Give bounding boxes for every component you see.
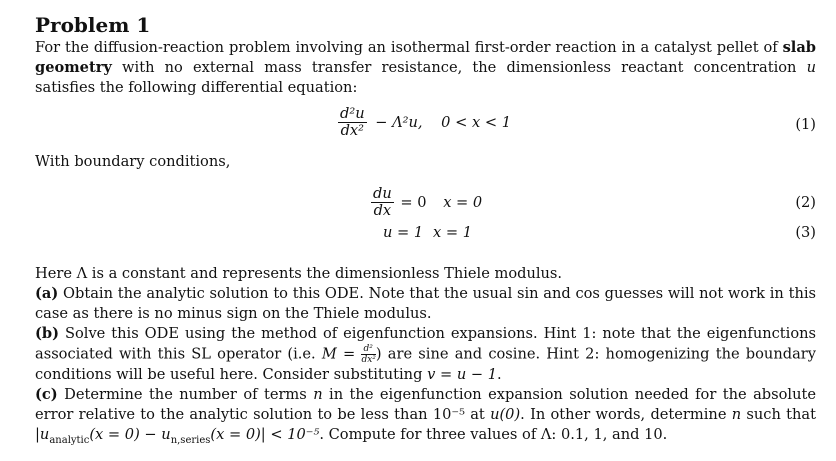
intro-paragraph	[35, 38, 816, 98]
part-c-text-6: . Compute for three values of Λ: 0.1, 1, and 10.	[319, 426, 668, 443]
part-c-ineq-3: (x = 0)| < 10⁻⁵	[210, 426, 320, 443]
part-b-text-2: ) are sine and cosine. Hint 2: homogenizing the boundary conditions will be useful here. Consider substituting	[35, 345, 816, 383]
intro-var-u: u	[806, 59, 816, 76]
part-a	[35, 284, 816, 324]
part-b	[35, 324, 816, 385]
eq3-location: x = 1	[433, 224, 473, 241]
intro-text-3: satisfies the following differential equation:	[35, 79, 358, 96]
part-c-text-2: in the eigenfunction expansion solution needed for the absolute error relative to the analytic solution to be less than	[35, 386, 816, 423]
eq2-numerator: du	[373, 185, 392, 202]
eq1-domain: 0 < x < 1	[441, 113, 511, 131]
equation-3	[35, 224, 816, 248]
part-b-text-1: Solve this ODE using the method of eigenfunction expansions. Hint 1: note that the eigenfunctions associated with this SL operator (i.e.	[35, 325, 816, 363]
eq2-denominator: dx	[373, 202, 392, 219]
part-c-sub-analytic: analytic	[49, 434, 90, 446]
eq1-numerator: d²u	[340, 105, 365, 122]
part-c-text-4: . In other words, determine	[520, 406, 732, 423]
part-b-label: (b)	[35, 325, 60, 342]
part-c-ineq-2: (x = 0) − u	[89, 426, 171, 443]
part-c-sub-series: n,series	[170, 434, 211, 446]
lambda-note: Here Λ is a constant and represents the dimensionless Thiele modulus.	[35, 265, 563, 282]
eq1-denominator: dx²	[340, 122, 365, 139]
eq2-location: x = 0	[443, 193, 483, 211]
part-c-var-n-2: n	[731, 406, 742, 423]
eq1-label: (1)	[795, 116, 816, 133]
part-c-text-1: Determine the number of terms	[57, 386, 314, 403]
eq2-condition: = 0	[400, 193, 427, 211]
eq1-rhs: − Λ²u,	[375, 113, 423, 131]
problem-page	[35, 12, 816, 451]
part-c-text-5: such that	[741, 406, 816, 423]
part-b-op-denominator: dx²	[361, 355, 376, 365]
part-b-operator-fraction	[361, 344, 375, 365]
part-c-ineq-1: |u	[35, 426, 50, 443]
part-b-text-3: .	[497, 366, 502, 383]
equation-1	[35, 102, 816, 150]
part-c	[35, 385, 816, 451]
part-a-label: (a)	[35, 285, 59, 302]
equation-2	[35, 184, 816, 226]
part-c-u0: u(0)	[490, 406, 521, 423]
intro-bold-slab: slab geometry	[35, 39, 816, 76]
part-c-label: (c)	[35, 386, 58, 403]
eq2-label: (2)	[795, 194, 816, 211]
intro-text-1: For the diffusion-reaction problem involving an isothermal first-order reaction in a catalyst pellet of	[35, 39, 783, 56]
eq3-lhs: u = 1	[383, 224, 424, 241]
eq2-fraction	[371, 186, 394, 219]
part-c-tolerance: 10⁻⁵	[432, 406, 465, 423]
part-b-op-numerator: d²	[361, 344, 375, 355]
part-a-text: Obtain the analytic solution to this ODE. Note that the usual sin and cos guesses will not work in this case as there is no minus sign on the Thiele modulus.	[35, 285, 816, 322]
problem-title: Problem 1	[35, 13, 151, 37]
intro-text-2: with no external mass transfer resistance, the dimensionless reactant concentration	[111, 59, 807, 76]
part-b-substitution: v = u − 1	[427, 366, 498, 383]
part-c-var-n: n	[313, 386, 323, 403]
part-c-text-3: at	[464, 406, 491, 423]
part-b-operator-m: M =	[321, 345, 362, 363]
bc-intro: With boundary conditions,	[35, 153, 231, 170]
eq3-label: (3)	[795, 224, 816, 241]
eq1-fraction	[338, 106, 367, 139]
